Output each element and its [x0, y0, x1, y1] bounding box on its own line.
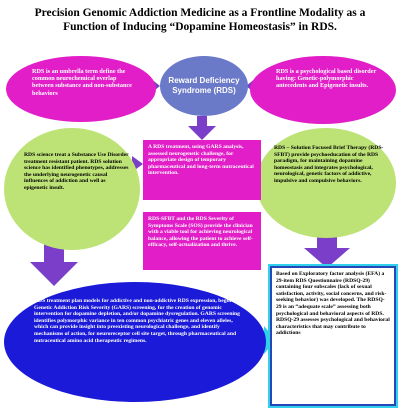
umbrella-term-node: RDS is an umbrella term define the common neurochemical overlap between substance and non-substance behaviors: [6, 56, 156, 122]
page-title: Precision Genomic Addiction Medicine as a Frontline Modality as a Function of Inducing “Dopamine Homeostasis” in RDS.: [34, 7, 366, 33]
down-arrow-center-icon: [188, 116, 216, 140]
down-arrow-right-icon: [304, 234, 350, 268]
rds-sfbt-node: RDS – Solution Focused Brief Therapy (RDS-SFBT) provide psychoeducation of the RDS paradigm, for maintaining dopamine homeostasis and integrates psychological, neurological, genetic factors of addictive, impulsive and compulsive behaviors.: [256, 128, 396, 238]
psychological-disorder-node: RDS is a psychological based disorder having: Genetic-polymorphic antecedents and Epigenetic insults.: [250, 56, 396, 124]
gars-treatment-node: A RDS treatment, using GARS analysis, assessed neurogenetic challenge, for appropriate design of temporary pharmaceutical and long-term nutraceutical intervention.: [143, 140, 261, 200]
rdsq-29-node: Based on Exploratory factor analysis (EFA) a 29-item RDS Questionnaire (RDSQ-29) containing four subscales (lack of sexual satisfaction, activity, social concerns, and risk-seeking behavior) was developed. The RDSQ-29 is an “adequate scale” assessing both psychological and behavioral aspects of RDS. RDSQ-29 assesses psychological and behavioral characteristics that may contribute to addictions: [270, 266, 396, 406]
rds-center-node: Reward Deficiency Syndrome (RDS): [160, 56, 248, 116]
down-arrow-left-icon: [30, 244, 78, 286]
treatment-plan-node: RDS treatment plan models for addictive and non-addictive RDS expression, begin with Genetic Addiction Risk Severity (GARS) screening, for the creation of genomic intervention for dopamine depletion, and/or dopamine dysregulation. GARS screening identifies polymorphic variance in ten common psychiatric genes and eleven alleles, which can provide insight into preexisting neurological challenge, and identify mechanisms of action, for neuroreceptor cell site target, through pharmaceutical and nutraceutical amino acid therapeutic regimens.: [4, 282, 266, 402]
rds-science-node: RDS science treat a Substance Use Disorder treatment resistant patient. RDS solution science has identified phenotypes, addresses the underlying neurogenetic causal influences of addiction and well as epigenetic insult.: [4, 128, 140, 250]
sos-scale-node: RDS-SFBT and the RDS Severity of Symptoms Scale (SOS) provide the clinician with a viable tool for achieving neurological balance, allowing the patient to achieve self-efficacy, self-actualization and thrive.: [143, 212, 261, 270]
